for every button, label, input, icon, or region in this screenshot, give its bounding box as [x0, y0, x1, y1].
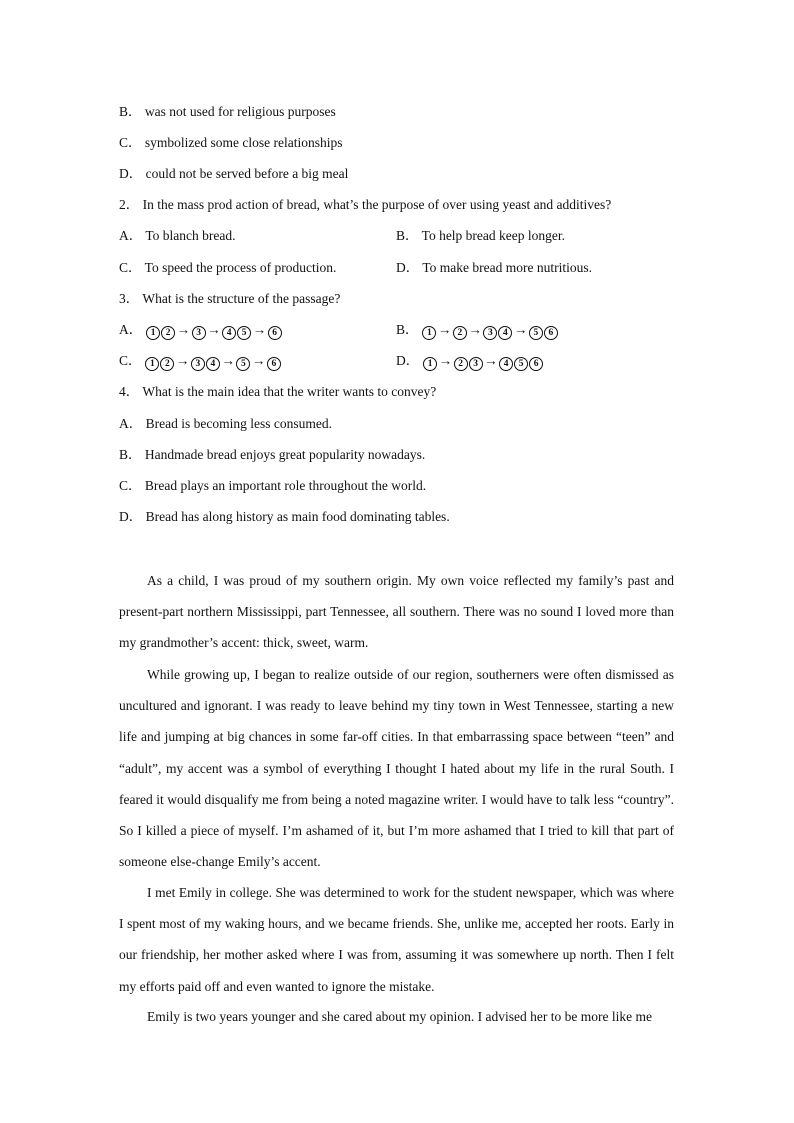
q3-option-a	[119, 321, 282, 340]
q2-option-d: D． To make bread more nutritious.	[396, 260, 593, 275]
arrow-icon: →	[437, 322, 452, 337]
circled-number: 4	[498, 326, 512, 340]
q3-option-b	[396, 321, 558, 340]
circled-number: 5	[514, 357, 528, 371]
circled-number: 3	[483, 326, 497, 340]
circled-number: 6	[268, 326, 282, 340]
circled-number: 2	[453, 326, 467, 340]
q3-option-d-letter: D．	[396, 353, 420, 368]
arrow-icon: →	[207, 322, 221, 337]
circled-number: 6	[267, 357, 281, 371]
q3-option-a-letter: A．	[119, 322, 143, 337]
q1-option-b: B． was not used for religious purposes	[119, 104, 336, 119]
q3-option-d	[396, 352, 544, 371]
q3-option-b-letter: B．	[396, 322, 419, 337]
circled-number: 3	[469, 357, 483, 371]
arrow-icon: →	[513, 322, 528, 337]
arrow-icon: →	[468, 322, 482, 337]
circled-number: 4	[222, 326, 236, 340]
circled-number: 1	[146, 326, 160, 340]
q3-option-c-letter: C．	[119, 353, 142, 368]
circled-number: 2	[161, 326, 175, 340]
arrow-icon: →	[221, 353, 235, 368]
arrow-icon: →	[175, 353, 190, 368]
circled-number: 1	[423, 357, 437, 371]
q2-option-b: B． To help bread keep longer.	[396, 228, 566, 243]
q2-stem: 2． In the mass prod action of bread, what’s the purpose of over using yeast and additives?	[119, 197, 612, 212]
q4-option-d: D． Bread has along history as main food dominating tables.	[119, 509, 450, 524]
circled-number: 2	[160, 357, 174, 371]
arrow-icon: →	[176, 322, 191, 337]
circled-number: 5	[529, 326, 543, 340]
circled-number: 4	[499, 357, 513, 371]
circled-number: 4	[206, 357, 220, 371]
circled-number: 1	[145, 357, 159, 371]
q4-option-b: B． Handmade bread enjoys great popularity nowadays.	[119, 447, 426, 462]
q1-option-c: C． symbolized some close relationships	[119, 135, 343, 150]
passage-paragraph-2: While growing up, I began to realize outside of our region, southerners were often dismissed as uncultured and ignorant. I was ready to leave behind my tiny town in West Tennessee, starting a new life and jumping at big chances in some far-off cities. In that embarrassing space between “teen” and “adult”, my accent was a symbol of everything I thought I hated about my life in the rural South. I feared it would disqualify me from being a noted magazine writer. I would have to talk less “country”. So I killed a piece of myself. I’m ashamed of it, but I’m more ashamed that I tried to kill that part of someone else-change Emily’s accent.	[119, 667, 674, 870]
q3-stem: 3． What is the structure of the passage?	[119, 291, 341, 306]
arrow-icon: →	[252, 322, 267, 337]
circled-number: 1	[422, 326, 436, 340]
q2-option-c: C． To speed the process of production.	[119, 260, 337, 275]
circled-number: 3	[192, 326, 206, 340]
passage-paragraph-4: Emily is two years younger and she cared about my opinion. I advised her to be more like me	[147, 1009, 652, 1024]
circled-number: 2	[454, 357, 468, 371]
q4-stem: 4． What is the main idea that the writer wants to convey?	[119, 384, 437, 399]
arrow-icon: →	[251, 353, 266, 368]
q2-option-a: A． To blanch bread.	[119, 228, 236, 243]
passage-paragraph-1: As a child, I was proud of my southern origin. My own voice reflected my family’s past and present-part northern Mississippi, part Tennessee, all southern. There was no sound I loved more than my grandmother’s accent: thick, sweet, warm.	[119, 573, 674, 651]
arrow-icon: →	[438, 353, 453, 368]
q4-option-a: A． Bread is becoming less consumed.	[119, 416, 332, 431]
circled-number: 3	[191, 357, 205, 371]
circled-number: 6	[529, 357, 543, 371]
q4-option-c: C． Bread plays an important role throughout the world.	[119, 478, 427, 493]
circled-number: 5	[236, 357, 250, 371]
circled-number: 6	[544, 326, 558, 340]
passage-paragraph-3: I met Emily in college. She was determined to work for the student newspaper, which was where I spent most of my waking hours, and we became friends. She, unlike me, accepted her roots. Early in our friendship, her mother asked where I was from, assuming it was somewhere up north. Then I felt my efforts paid off and even wanted to ignore the mistake.	[119, 885, 674, 994]
circled-number: 5	[237, 326, 251, 340]
q1-option-d: D． could not be served before a big meal	[119, 166, 349, 181]
q3-option-c	[119, 352, 281, 371]
arrow-icon: →	[484, 353, 498, 368]
